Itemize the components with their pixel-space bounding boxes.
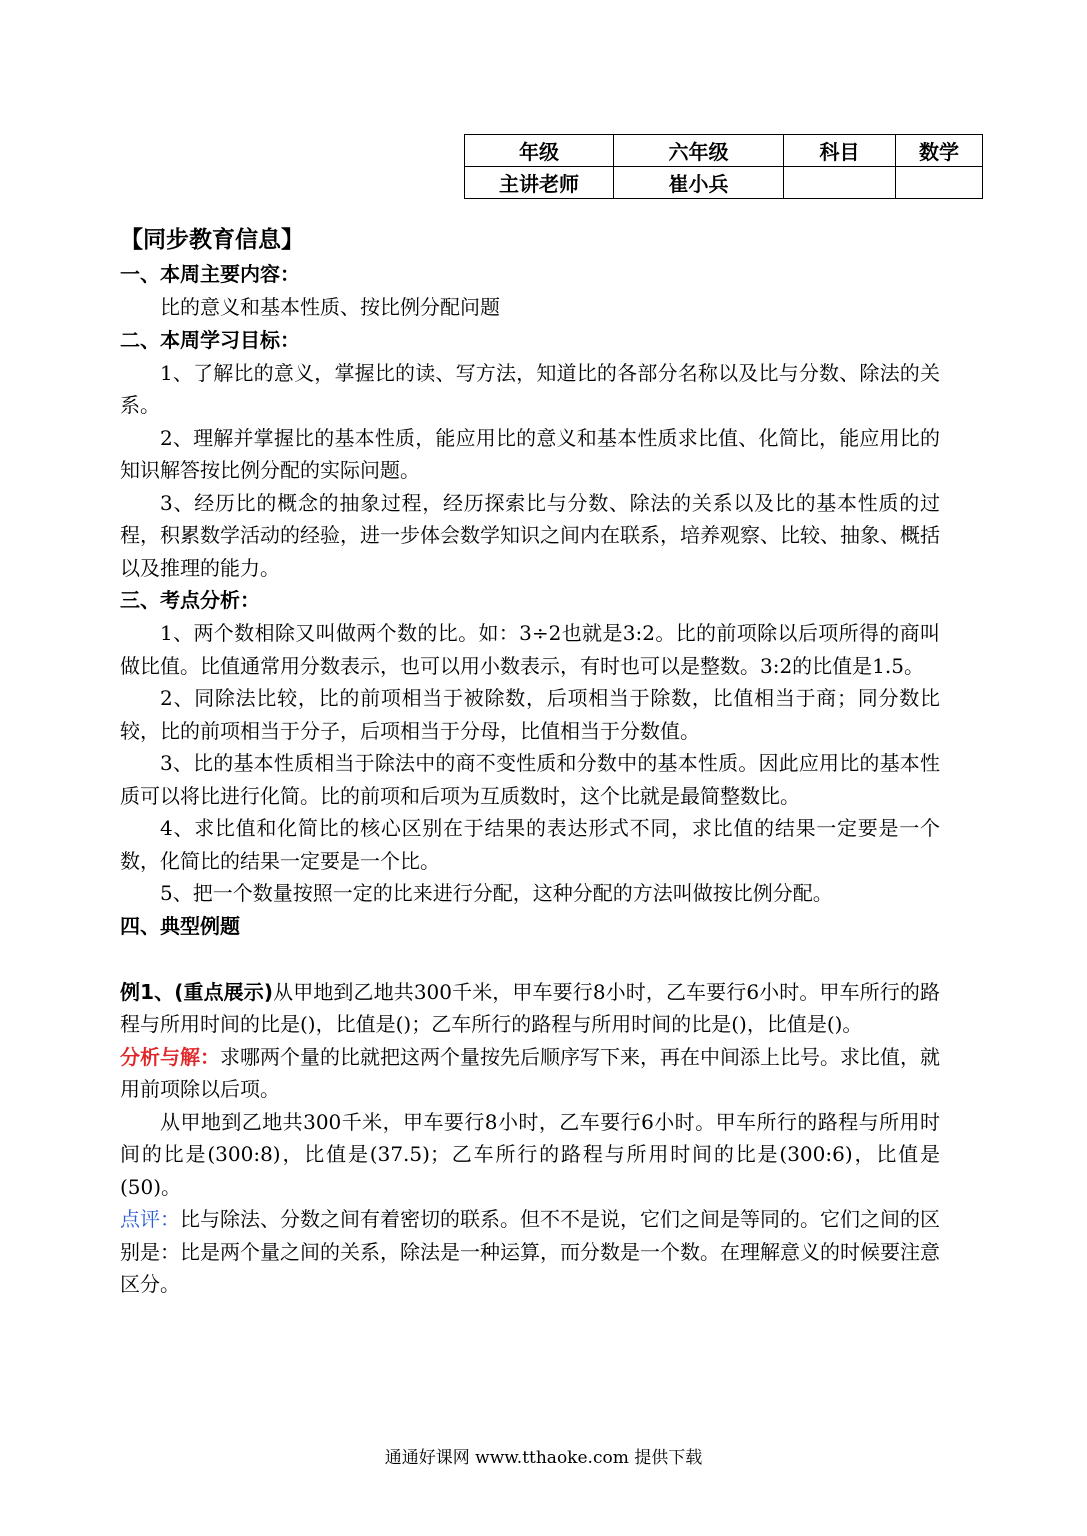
part1-text: 比的意义和基本性质、按比例分配问题 (160, 295, 500, 319)
objective-item: 1、了解比的意义，掌握比的读、写方法，知道比的各部分名称以及比与分数、除法的关系。 (120, 360, 940, 417)
empty-cell (896, 167, 983, 199)
empty-cell (784, 167, 896, 199)
objective-item: 3、经历比的概念的抽象过程，经历探索比与分数、除法的关系以及比的基本性质的过程，积累数学活动的经验，进一步体会数学知识之间内在联系，培养观察、比较、抽象、概括以及推理的能力。 (120, 490, 940, 580)
part2-heading: 二、本周学习目标： (120, 327, 300, 352)
part3-heading: 三、考点分析： (120, 588, 260, 612)
key-point-item: 1、两个数相除又叫做两个数的比。如：3÷2也就是3:2。比的前项除以后项所得的商叫做比值。比值通常用分数表示，也可以用小数表示，有时也可以是整数。3:2的比值是1.5。 (120, 621, 940, 678)
spacer (120, 943, 940, 976)
grade-value: 六年级 (614, 135, 784, 167)
subject-value: 数学 (896, 135, 983, 167)
example1-analysis (120, 1041, 940, 1106)
key-point-item: 2、同除法比较，比的前项相当于被除数，后项相当于除数，比值相当于商；同分数比较，比的前项相当于分子，后项相当于分母，比值相当于分数值。 (120, 686, 940, 743)
section-title: 【同步教育信息】 (120, 227, 304, 253)
comment-label: 点评： (120, 1207, 180, 1231)
grade-label: 年级 (465, 135, 614, 167)
example1-label: 例1、(重点展示) (120, 979, 274, 1004)
info-table (464, 134, 983, 199)
key-point-item: 4、求比值和化简比的核心区别在于结果的表达形式不同，求比值的结果一定要是一个数，化简比的结果一定要是一个比。 (120, 816, 940, 873)
objective-item: 2、理解并掌握比的基本性质，能应用比的意义和基本性质求比值、化简比，能应用比的知识解答按比例分配的实际问题。 (120, 425, 940, 482)
example1-solution: 从甲地到乙地共300千米，甲车要行8小时，乙车要行6小时。甲车所行的路程与所用时间的比是(300:8)，比值是(37.5)；乙车所行的路程与所用时间的比是(300:6)，比值是(50)。 (120, 1109, 940, 1199)
teacher-value: 崔小兵 (614, 167, 784, 199)
part1-heading: 一、本周主要内容： (120, 262, 300, 286)
page-footer: 通通好课网 www.tthaoke.com 提供下载 (384, 1448, 703, 1468)
example1-question (120, 976, 940, 1041)
subject-label: 科目 (784, 135, 896, 167)
part4-heading: 四、典型例题 (120, 913, 240, 938)
comment-text: 比与除法、分数之间有着密切的联系。但不不是说，它们之间是等同的。它们之间的区别是：比是两个量之间的关系，除法是一种运算，而分数是一个数。在理解意义的时候要注意区分。 (120, 1207, 940, 1296)
document-body (120, 222, 940, 1301)
analysis-label: 分析与解： (120, 1044, 220, 1069)
analysis-text: 求哪两个量的比就把这两个量按先后顺序写下来，再在中间添上比号。求比值，就用前项除以后项。 (120, 1044, 940, 1101)
key-point-item: 5、把一个数量按照一定的比来进行分配，这种分配的方法叫做按比例分配。 (160, 881, 833, 905)
teacher-label: 主讲老师 (465, 167, 614, 199)
example1-comment (120, 1203, 940, 1301)
key-point-item: 3、比的基本性质相当于除法中的商不变性质和分数中的基本性质。因此应用比的基本性质可以将比进行化简。比的前项和后项为互质数时，这个比就是最简整数比。 (120, 751, 940, 808)
example1-question-text: 从甲地到乙地共300千米，甲车要行8小时，乙车要行6小时。甲车所行的路程与所用时间的比是()，比值是()；乙车所行的路程与所用时间的比是()，比值是()。 (120, 979, 940, 1036)
